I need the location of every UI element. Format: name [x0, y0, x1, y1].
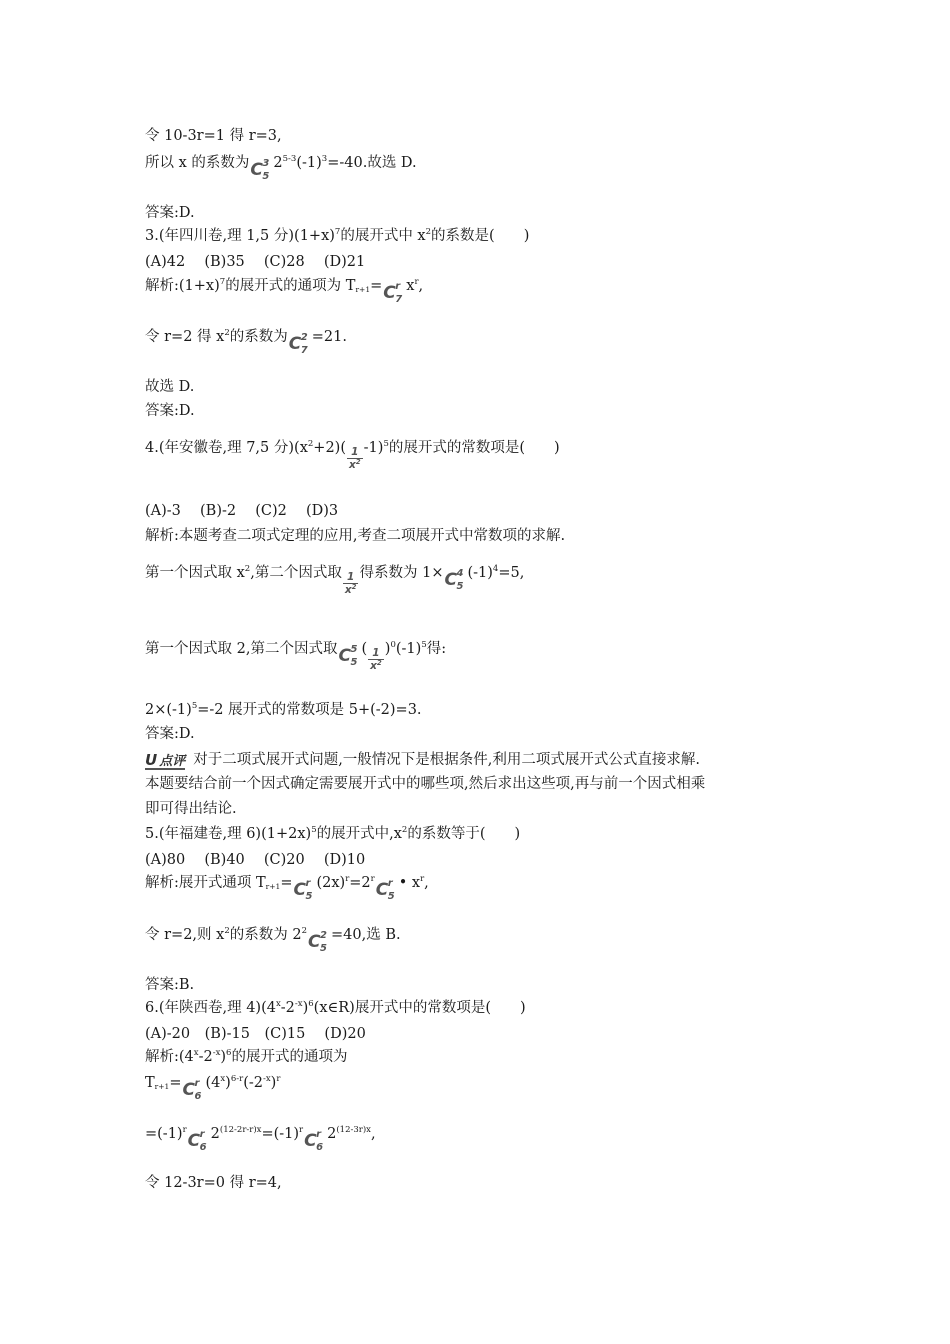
binomial-coefficient: C 2 5 [308, 930, 327, 954]
options-6: (A)-20 (B)-15 (C)15 (D)20 [145, 1026, 366, 1042]
binomial-coefficient: C r 6 [182, 1078, 202, 1102]
text-line: 解析:展开式通项 $T_{r+1}=$ C r 5 $(2x)^r=2^r$ C r 5 • $x^r$, [145, 874, 429, 902]
binomial-coefficient: C r 5 [375, 878, 395, 902]
formula-line: $=(-1)^r$ C r 6 $2^{(12-2r-r)x}=(-1)^r$ C r 6 $2^{(12-3r)x}$, [145, 1125, 376, 1153]
text-line: 解析:本题考查二项式定理的应用,考查二项展开式中常数项的求解. [145, 528, 566, 544]
question-5: 5.(年福建卷,理 $6)(1+2x)^5$的展开式中$,x^2$的系数等于( ) [145, 825, 521, 842]
options-3: (A)42 (B)35 (C)28 (D)21 [145, 254, 366, 270]
answer-line: 答案:D. [145, 205, 195, 221]
answer-line: 答案:D. [145, 403, 195, 419]
binomial-coefficient: C r 6 [304, 1129, 324, 1153]
fraction: $\frac{1}{x^2}$ [344, 571, 357, 596]
text-line: 第一个因式取 $x^2$,第二个因式取 $\frac{1}{x^2}$ 得系数为 1× C 4 5 $(-1)^4=5$, [145, 564, 525, 596]
question-4: 4.(年安徽卷,理 7,5 分)$(x^2+2)$( $\frac{1}{x^2}$ -1)$^5$的展开式的常数项是( ) [145, 439, 560, 471]
binomial-coefficient: C 3 5 [250, 158, 270, 182]
fraction: $\frac{1}{x^2}$ [349, 446, 361, 471]
text: 所以 x 的系数为 [145, 155, 250, 171]
text-line: 故选 D. [145, 379, 195, 395]
comment-logo: U 点评 [145, 751, 186, 769]
text-line: $2\times(-1)^5=-2$ 展开式的常数项是 5+(-2)=3. [145, 701, 422, 718]
binomial-coefficient: C r 5 [293, 878, 313, 902]
binomial-coefficient: C r 6 [187, 1129, 207, 1153]
text-line: 令 10-3r=1 得 r=3, [145, 128, 282, 144]
binomial-coefficient: C 5 5 [338, 644, 358, 668]
binomial-coefficient: C 4 5 [444, 568, 464, 592]
answer-line: 答案:D. [145, 726, 195, 742]
binomial-coefficient: C r 7 [383, 281, 403, 305]
options-4: (A)-3 (B)-2 (C)2 (D)3 [145, 503, 339, 519]
comment-line: 即可得出结论. [145, 801, 237, 817]
comment-line: U 点评 对于二项式展开式问题,一般情况下是根据条件,利用二项式展开式公式直接求解. [145, 751, 701, 769]
formula-line: $T_{r+1}=$ C r 6 $(4^x)^{6-r}(-2^{-x})^r$ [145, 1074, 281, 1102]
binomial-coefficient: C 2 7 [288, 332, 308, 356]
question-3: 3.(年四川卷,理 1,5 分)$(1+x)^7$的展开式中 $x^2$的系数是( ) [145, 227, 530, 244]
comment-line: 本题要结合前一个因式确定需要展开式中的哪些项,然后求出这些项,再与前一个因式相乘 [145, 776, 706, 792]
question-6: 6.(年陕西卷,理 $4)(4^x-2^{-x})^6(x\in R)$展开式中的常数项是( ) [145, 999, 526, 1016]
answer-line: 答案:B. [145, 977, 195, 993]
fraction: $\frac{1}{x^2}$ [370, 647, 382, 672]
text-line: 所以 x 的系数为 C 3 5 $2^{5-3}(-1)^3=-40$.故选 D. [145, 154, 417, 182]
options-5: (A)80 (B)40 (C)20 (D)10 [145, 852, 366, 868]
text-line: 解析$:(1+x)^7$的展开式的通项为 $T_{r+1}=$ C r 7 $x^r$, [145, 277, 424, 305]
text-line: 第一个因式取 2,第二个因式取 C 5 5 ( $\frac{1}{x^2}$ )$^0(-1)^5$得: [145, 640, 447, 672]
text-line: 令 r=2 得 $x^2$的系数为 C 2 7 =21. [145, 328, 347, 356]
text-line: 解析$:(4^x-2^{-x})^6$的展开式的通项为 [145, 1048, 348, 1065]
text-line: 令 12-3r=0 得 r=4, [145, 1175, 282, 1191]
text-line: 令 r=2,则 $x^2$的系数为 $2^2$ C 2 5 =40,选 B. [145, 926, 401, 954]
